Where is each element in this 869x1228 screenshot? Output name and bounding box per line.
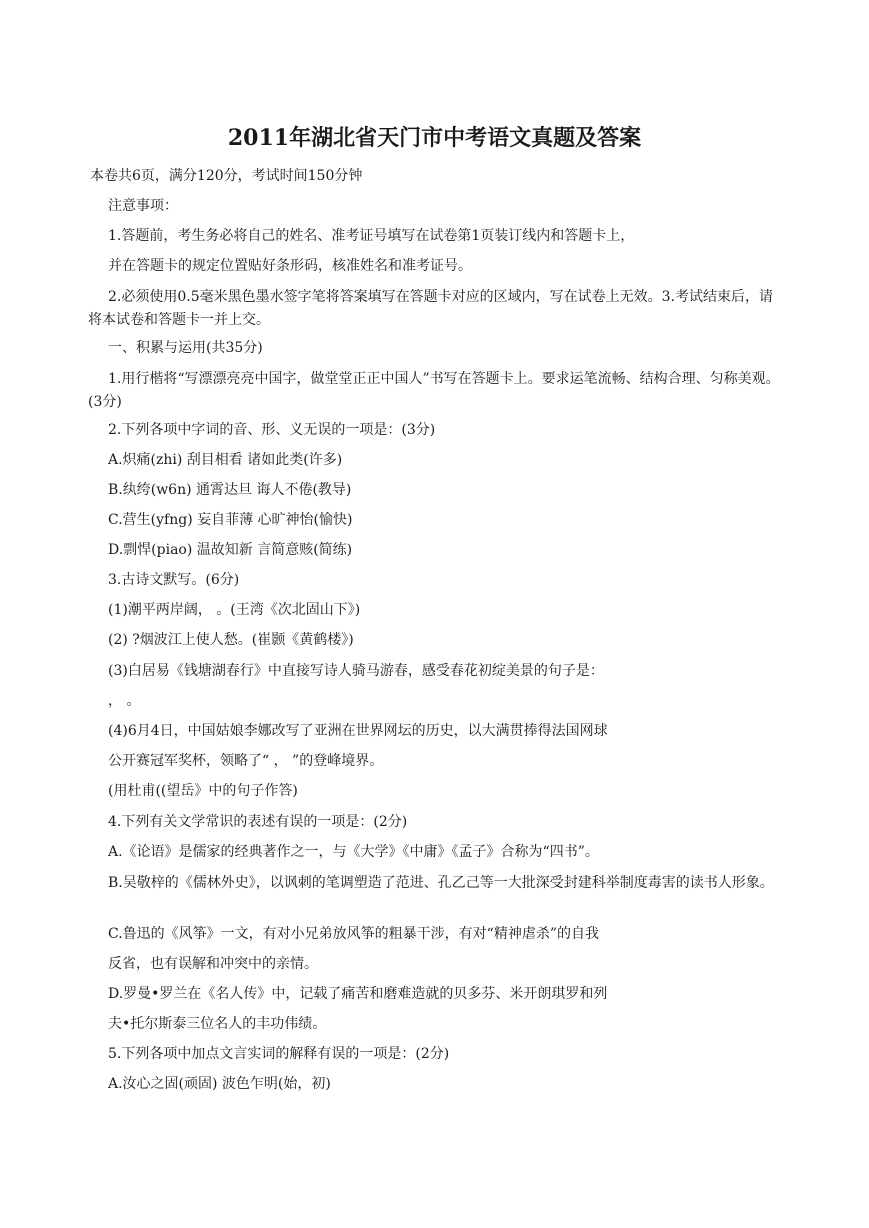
question-3-part-4: (4)6月4日，中国姑娘李娜改写了亚洲在世界网坛的历史，以大满贯捧得法国网球 (108, 723, 608, 739)
notice-item-1-continued: 并在答题卡的规定位置贴好条形码，核准姓名和准考证号。 (108, 258, 472, 274)
question-5: 5.下列各项中加点文言实词的解释有误的一项是：(2分) (108, 1046, 450, 1062)
question-3-part-2: (2) ?烟波江上使人愁。(崔颢《黄鹤楼》) (108, 632, 354, 648)
notice-item-1: 1.答题前，考生务必将自己的姓名、准考证号填写在试卷第1页装订线内和答题卡上， (108, 228, 635, 244)
question-5-option-a: A.汝心之固(顽固) 波色乍明(始，初) (108, 1076, 331, 1092)
section-heading: 一、积累与运用(共35分) (108, 340, 263, 356)
exam-info-line: 本卷共6页，满分120分，考试时间150分钟 (90, 168, 363, 184)
question-4: 4.下列有关文学常识的表述有误的一项是：(2分) (108, 814, 408, 830)
question-2-option-d: D.剽悍(piao) 温故知新 言简意赅(简练) (108, 542, 353, 558)
question-4-option-c: C.鲁迅的《风筝》一文，有对小兄弟放风筝的粗暴干涉，有对“精神虐杀”的自我 (108, 926, 599, 942)
question-3: 3.古诗文默写。(6分) (108, 572, 240, 588)
question-3-part-4-note: (用杜甫((望岳》中的句子作答) (108, 783, 298, 799)
question-3-part-1: (1)潮平两岸阔， 。(王湾《次北固山下》) (108, 602, 361, 618)
question-3-part-3: (3)白居易《钱塘湖春行》中直接写诗人骑马游春，感受春花初绽美景的句子是： (108, 663, 604, 679)
question-1: 1.用行楷将“写漂漂亮亮中国字，做堂堂正正中国人”书写在答题卡上。要求运笔流畅、结构合理、匀称美观。(3分) (88, 371, 780, 410)
question-3-part-4-continued: 公开赛冠军奖杯，领略了“ ， ”的登峰境界。 (108, 753, 384, 769)
question-4-option-b: B.吴敬梓的《儒林外史》，以讽刺的笔调塑造了范进、孔乙己等一大批深受封建科举制度毒害的读书人形象。 (108, 875, 774, 891)
question-2: 2.下列各项中字词的音、形、义无误的一项是：(3分) (108, 422, 436, 438)
notice-heading: 注意事项： (108, 198, 178, 214)
question-2-option-c: C.营生(yfng) 妄自菲薄 心旷神怡(愉快) (108, 512, 353, 528)
question-4-option-a: A.《论语》是儒家的经典著作之一，与《大学》《中庸》《孟子》合称为“四书”。 (108, 844, 599, 860)
document-title: 2011年湖北省天门市中考语文真题及答案 (227, 125, 642, 151)
question-4-option-d-continued: 夫•托尔斯泰三位名人的丰功伟绩。 (108, 1016, 327, 1032)
question-4-option-c-continued: 反省，也有误解和冲突中的亲情。 (108, 956, 318, 972)
question-2-option-b: B.纨绔(w6n) 通霄达旦 诲人不倦(教导) (108, 482, 352, 498)
question-2-option-a: A.炽痛(zhi) 刮目相看 诸如此类(许多) (108, 452, 343, 468)
notice-item-2-3: 2.必须使用0.5毫米黑色墨水签字笔将答案填写在答题卡对应的区域内，写在试卷上无效。3.考试结束后，请将本试卷和答题卡一并上交。 (88, 289, 773, 328)
question-4-option-d: D.罗曼•罗兰在《名人传》中，记载了痛苦和磨难造就的贝多芬、米开朗琪罗和列 (108, 986, 608, 1002)
question-3-part-3-blank: ， 。 (108, 693, 141, 709)
